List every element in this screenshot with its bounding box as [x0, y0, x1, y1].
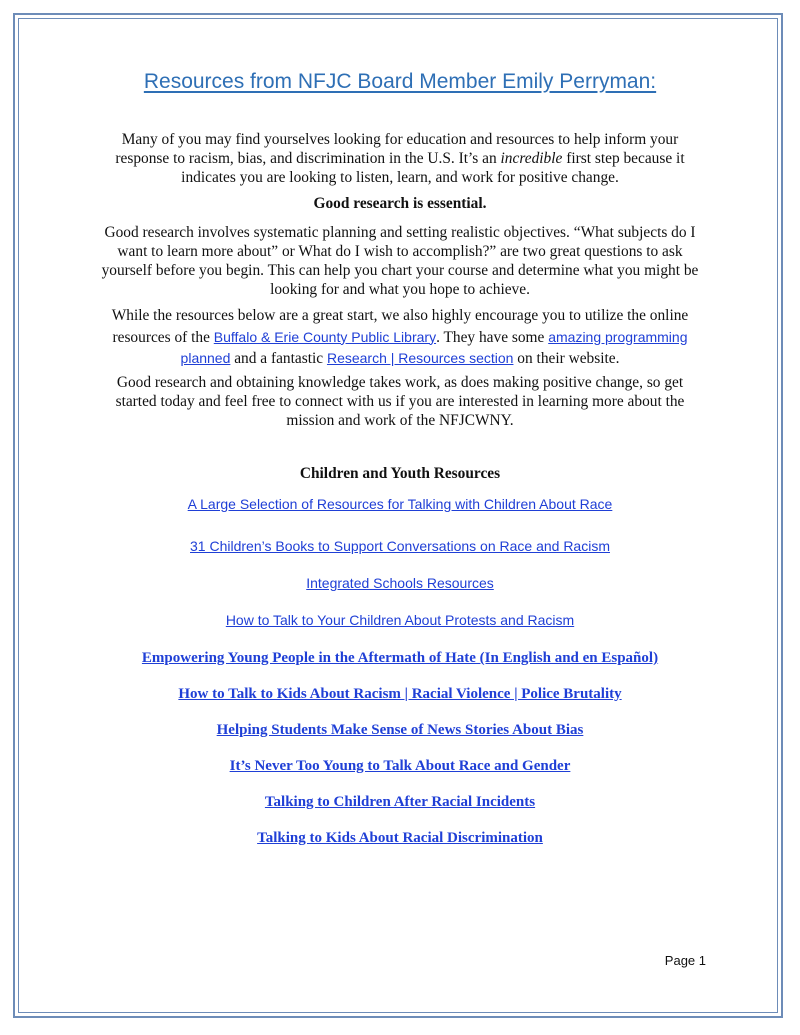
page-number: Page 1	[664, 953, 706, 968]
programming-link[interactable]: amazing programming planned	[180, 328, 688, 366]
resource-link[interactable]: It’s Never Too Young to Talk About Race and Gender	[229, 758, 571, 774]
resource-link-row	[0, 649, 800, 667]
library-link[interactable]: Buffalo & Erie County Public Library	[213, 328, 437, 345]
intro-text-after: first step because it indicates you are looking to listen, learn, and work for positive change.	[181, 150, 685, 186]
resource-link[interactable]: How to Talk to Your Children About Protests and Racism	[225, 612, 575, 628]
library-text-3: and a fantastic	[230, 350, 327, 367]
intro-text-italic: incredible	[500, 150, 563, 167]
resource-link-row	[0, 757, 800, 775]
library-paragraph	[95, 306, 705, 370]
resource-link-row	[0, 496, 800, 514]
resource-link[interactable]: Talking to Kids About Racial Discrimination	[257, 830, 543, 846]
resource-link[interactable]: A Large Selection of Resources for Talking with Children About Race	[187, 496, 613, 512]
research-resources-link[interactable]: Research | Resources section	[326, 350, 514, 366]
resource-link-row	[0, 829, 800, 847]
page-title: Resources from NFJC Board Member Emily Perryman:	[143, 70, 657, 93]
resource-link-row	[0, 721, 800, 739]
library-text-2: . They have some	[436, 328, 549, 346]
resource-link[interactable]: How to Talk to Kids About Racism | Racial Violence | Police Brutality	[178, 686, 622, 702]
resource-link[interactable]: Integrated Schools Resources	[306, 575, 494, 591]
resource-link-row	[0, 612, 800, 630]
library-text-4: on their website.	[513, 350, 620, 367]
resource-link-row	[0, 793, 800, 811]
resource-link[interactable]: 31 Children’s Books to Support Conversations on Race and Racism	[190, 538, 610, 554]
resource-link[interactable]: Empowering Young People in the Aftermath of Hate (In English and en Español)	[141, 650, 659, 666]
intro-paragraph	[95, 130, 705, 187]
resource-link[interactable]: Helping Students Make Sense of News Stories About Bias	[216, 722, 584, 738]
intro-text-before: Many of you may find yourselves looking for education and resources to help inform your response to racism, bias, and discrimination in the U.S. It’s an	[115, 131, 679, 167]
good-research-heading: Good research is essential.	[313, 195, 487, 212]
resource-link-row	[0, 685, 800, 703]
research-paragraph: Good research involves systematic planning and setting realistic objectives. “What subjects do I want to learn more about” or What do I wish to accomplish?” are two great questions to ask yourself before you begin. This can help you chart your course and determine what you might be looking for and what you hope to achieve.	[101, 224, 699, 298]
resource-link-row	[0, 575, 800, 593]
children-youth-heading: Children and Youth Resources	[299, 465, 501, 482]
closing-paragraph: Good research and obtaining knowledge takes work, as does making positive change, so get started today and feel free to connect with us if you are interested in learning more about the mission and work of the NFJCWNY.	[115, 374, 685, 429]
library-text-1: While the resources below are a great start, we also highly encourage you to utilize the online resources of the	[111, 307, 689, 346]
resource-link[interactable]: Talking to Children After Racial Incidents	[264, 794, 536, 810]
resource-link-row	[0, 538, 800, 556]
